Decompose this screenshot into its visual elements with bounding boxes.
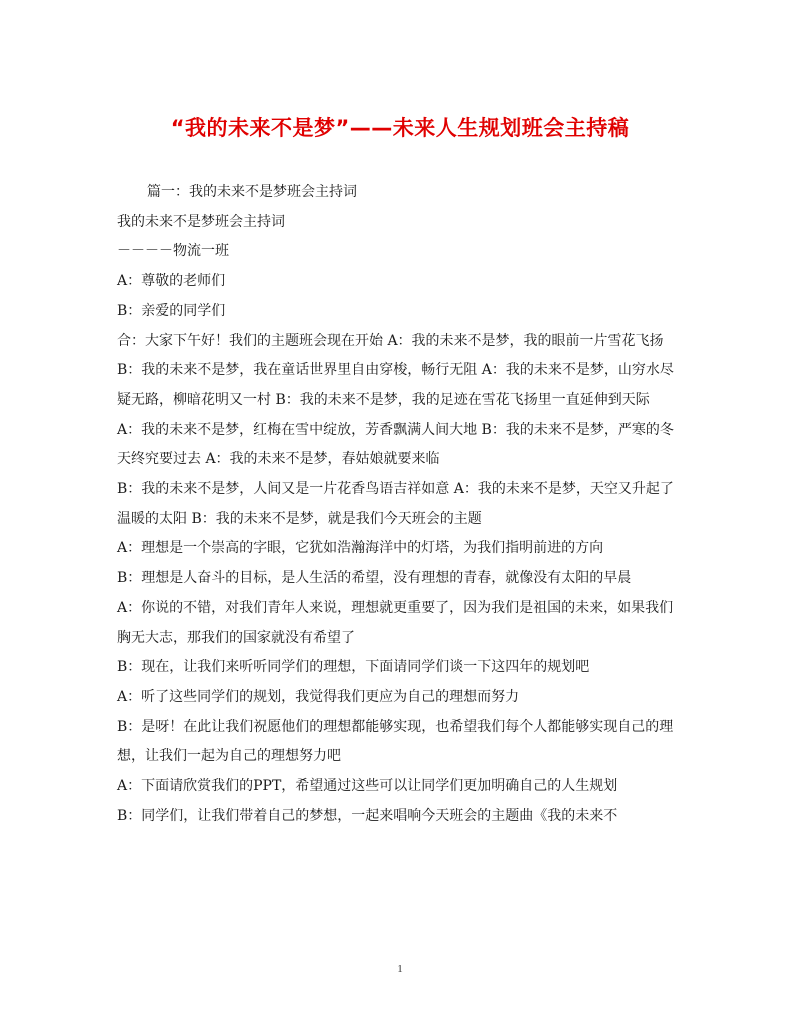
paragraph: B：理想是人奋斗的目标，是人生活的希望，没有理想的青春，就像没有太阳的早晨 (117, 570, 632, 587)
paragraph: A：下面请欣赏我们的PPT，希望通过这些可以让同学们更加明确自己的人生规划 (117, 778, 618, 795)
paragraph: A：你说的不错，对我们青年人来说，理想就更重要了，因为我们是祖国的未来，如果我们胸无大志，那我们的国家就没有希望了 (117, 599, 674, 646)
document-title: “我的未来不是梦”——未来人生规划班会主持稿 (170, 116, 630, 140)
paragraph: 合：大家下午好！我们的主题班会现在开始 A：我的未来不是梦，我的眼前一片雪花飞扬 (117, 332, 664, 349)
paragraph-class-name: －－－－物流一班 (117, 243, 229, 260)
paragraph: A：我的未来不是梦，红梅在雪中绽放，芳香飘满人间大地 B：我的未来不是梦，严寒的冬天终究要过去 A：我的未来不是梦，春姑娘就要来临 (117, 421, 674, 468)
paragraph: B：现在，让我们来听听同学们的理想，下面请同学们谈一下这四年的规划吧 (117, 659, 590, 676)
paragraph: A：尊敬的老师们 (117, 273, 226, 290)
document-body (117, 178, 685, 831)
paragraph: B：我的未来不是梦，人间又是一片花香鸟语吉祥如意 A：我的未来不是梦，天空又升起了温暖的太阳 B：我的未来不是梦，就是我们今天班会的主题 (117, 481, 674, 527)
paragraph: B：亲爱的同学们 (117, 302, 226, 319)
paragraph: A：理想是一个崇高的字眼，它犹如浩瀚海洋中的灯塔，为我们指明前进的方向 (117, 540, 604, 557)
paragraph: B：我的未来不是梦，我在童话世界里自由穿梭，畅行无阻 A：我的未来不是梦，山穷水尽疑无路，柳暗花明又一村 B：我的未来不是梦，我的足迹在雪花飞扬里一直延伸到天际 (117, 362, 674, 408)
paragraph-section-heading: 篇一：我的未来不是梦班会主持词 (147, 184, 357, 200)
paragraph-subtitle: 我的未来不是梦班会主持词 (117, 213, 285, 230)
paragraph: A：听了这些同学们的规划，我觉得我们更应为自己的理想而努力 (117, 688, 520, 705)
page-number: 1 (397, 963, 403, 975)
paragraph: B：同学们，让我们带着自己的梦想，一起来唱响今天班会的主题曲《我的未来不 (117, 807, 618, 824)
paragraph: B：是呀！在此让我们祝愿他们的理想都能够实现，也希望我们每个人都能够实现自己的理想，让我们一起为自己的理想努力吧 (117, 718, 674, 765)
